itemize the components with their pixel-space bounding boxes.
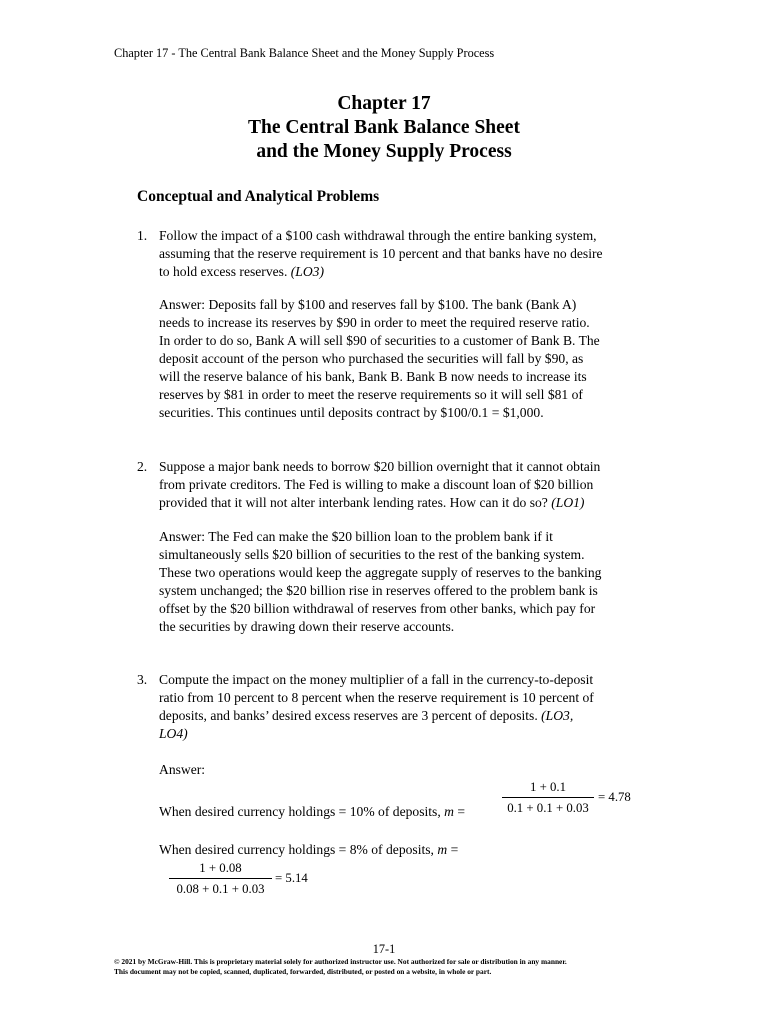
learning-objective: (LO1) [551,495,585,510]
running-header: Chapter 17 - The Central Bank Balance Sheet and the Money Supply Process [114,46,495,60]
formula-numerator: 1 + 0.1 [529,780,566,794]
question-line: Suppose a major bank needs to borrow $20 billion overnight that it cannot obtain [159,459,601,474]
formula-result: = 4.78 [598,790,631,804]
question-2-number: 2. [137,459,148,474]
equals-sign: = [447,842,459,857]
answer-line: the securities by drawing down their reserve accounts. [159,619,455,634]
copyright-footer [114,957,674,977]
learning-objective-continued: LO4) [159,726,188,741]
question-3-number: 3. [137,672,148,687]
case-label: When desired currency holdings = 8% of deposits, [159,842,438,857]
answer-line: Answer: Deposits fall by $100 and reserves fall by $100. The bank (Bank A) [159,297,577,312]
question-3-text [159,671,659,743]
chapter-title [0,92,768,164]
question-2-text [159,458,659,512]
question-3-answer-label: Answer: [159,762,206,777]
question-1-number: 1. [137,228,148,243]
question-line [159,494,659,512]
answer-line: In order to do so, Bank A will sell $90 of securities to a customer of Bank B. The [159,333,600,348]
page-number: 17-1 [372,942,396,956]
question-line-text: provided that it will not alter interbank lending rates. How can it do so? [159,495,552,510]
question-1-answer [159,296,659,422]
multiplier-formula-2 [169,860,329,900]
question-line: Compute the impact on the money multiplier of a fall in the currency-to-deposit [159,672,594,687]
chapter-title-line-2: The Central Bank Balance Sheet [248,117,520,138]
currency-case-8-percent [159,841,458,859]
formula-result: = 5.14 [275,871,308,885]
answer-line: securities. This continues until deposits contract by $100/0.1 = $1,000. [159,405,544,420]
answer-line: simultaneously sells $20 billion of securities to the rest of the banking system. [159,547,585,562]
answer-line: system unchanged; the $20 billion rise in reserves offered to the problem bank is [159,583,598,598]
chapter-title-line-3: and the Money Supply Process [256,141,512,162]
answer-line: Answer: The Fed can make the $20 billion loan to the problem bank if it [159,529,553,544]
question-1-text [159,227,659,281]
multiplier-symbol: m [437,842,448,857]
footer-line: © 2021 by McGraw-Hill. This is proprietary material solely for authorized instructor use. Not authorized for sale or distribution in any manner. [114,957,567,966]
formula-numerator: 1 + 0.08 [199,861,242,875]
footer-line: This document may not be copied, scanned, duplicated, forwarded, distributed, or posted on a website, in whole or part. [114,967,492,976]
formula-denominator: 0.08 + 0.1 + 0.03 [176,882,265,896]
question-2-answer [159,528,659,636]
chapter-title-line-1: Chapter 17 [337,93,431,114]
section-heading: Conceptual and Analytical Problems [137,188,380,205]
question-line [159,263,659,281]
question-line: ratio from 10 percent to 8 percent when the reserve requirement is 10 percent of [159,690,594,705]
fraction-bar [502,797,594,798]
answer-line: deposit account of the person who purchased the securities will fall by $90, as [159,351,584,366]
question-line: assuming that the reserve requirement is 10 percent and that banks have no desire [159,246,603,261]
formula-denominator: 0.1 + 0.1 + 0.03 [507,801,589,815]
answer-line: reserves by $81 in order to meet the reserve requirements so it will sell $81 of [159,387,583,402]
answer-line: will the reserve balance of his bank, Bank B. Bank B now needs to increase its [159,369,587,384]
equals-sign: = [453,804,466,819]
question-line: from private creditors. The Fed is willing to make a discount loan of $20 billion [159,477,594,492]
question-line [159,707,659,725]
question-line: Follow the impact of a $100 cash withdrawal through the entire banking system, [159,228,597,243]
answer-line: needs to increase its reserves by $90 in order to meet the required reserve ratio. [159,315,590,330]
answer-line: These two operations would keep the aggregate supply of reserves to the banking [159,565,602,580]
answer-line: offset by the $20 billion withdrawal of reserves from other banks, which pay for [159,601,596,616]
multiplier-symbol: m [444,804,454,819]
learning-objective: (LO3) [290,264,324,279]
case-label: When desired currency holdings = 10% of deposits, [159,804,445,819]
question-line-text: deposits, and banks’ desired excess reserves are 3 percent of deposits. [159,708,542,723]
learning-objective: (LO3, [541,708,574,723]
fraction-bar [169,878,272,879]
question-line-text: to hold excess reserves. [159,264,291,279]
currency-case-10-percent [159,803,465,821]
multiplier-formula-1 [502,779,642,819]
